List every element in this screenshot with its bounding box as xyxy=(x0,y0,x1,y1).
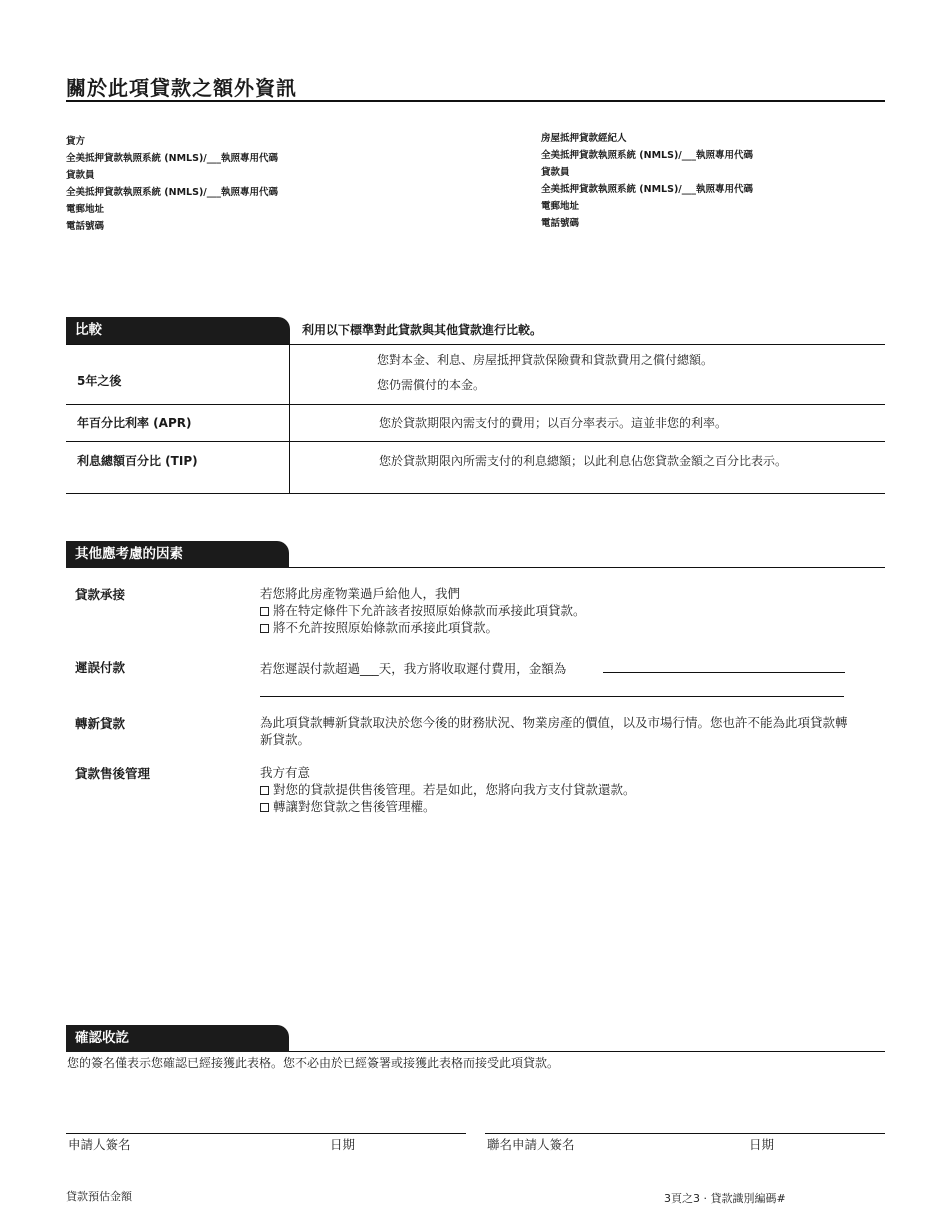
servicing-intro: 我方有意 xyxy=(260,765,311,780)
comparisons-top-rule xyxy=(66,344,885,345)
broker-email-label: 電郵地址 xyxy=(541,201,580,212)
coapplicant-date-label: 日期 xyxy=(749,1137,775,1152)
checkbox-icon[interactable] xyxy=(260,624,269,633)
other-considerations-header: 其他應考慮的因素 xyxy=(66,541,289,568)
lender-label: 貸方 xyxy=(66,136,86,147)
footer-loan-estimate: 貸款預估金額 xyxy=(66,1190,132,1203)
servicing-option-transfer[interactable] xyxy=(260,798,860,815)
checkbox-icon[interactable] xyxy=(260,786,269,795)
five-year-desc-principal: 您仍需償付的本金。 xyxy=(377,378,486,392)
broker-loan-officer-label: 貸款員 xyxy=(541,167,570,178)
lender-loan-officer-label: 貸款員 xyxy=(66,170,95,181)
applicant-signature-line[interactable] xyxy=(66,1133,466,1134)
servicing-option-service-text: 對您的貸款提供售後管理。若是如此，您將向我方支付貸款還款。 xyxy=(273,782,636,797)
lender-contact-block xyxy=(66,133,278,235)
servicing-option-service[interactable] xyxy=(260,781,860,798)
lender-nmls-label: 全美抵押貸款執照系統 (NMLS)/___執照專用代碼 xyxy=(66,153,279,164)
applicant-signature-label: 申請人簽名 xyxy=(68,1137,131,1152)
assumption-option-allow[interactable] xyxy=(260,602,860,619)
footer-page-info: 3頁之3 · 貸款識別編碼# xyxy=(664,1192,786,1205)
assumption-option-allow-text: 將在特定條件下允許該者按照原始條款而承接此項貸款。 xyxy=(273,603,586,618)
title-divider xyxy=(66,100,885,102)
coapplicant-signature-line[interactable] xyxy=(485,1133,885,1134)
apr-desc: 您於貸款期限內需支付的費用；以百分率表示。這並非您的利率。 xyxy=(379,416,728,430)
tip-label: 利息總額百分比 (TIP) xyxy=(77,454,198,468)
confirm-header-rule xyxy=(289,1051,885,1052)
row-divider xyxy=(66,441,885,442)
lender-officer-nmls-label: 全美抵押貸款執照系統 (NMLS)/___執照專用代碼 xyxy=(66,187,279,198)
broker-label: 房屋抵押貸款經紀人 xyxy=(541,133,627,144)
servicing-option-transfer-text: 轉讓對您貸款之售後管理權。 xyxy=(273,799,436,814)
late-fee-amount-line[interactable] xyxy=(603,672,845,673)
confirm-text: 您的簽名僅表示您確認已經接獲此表格。您不必由於已經簽署或接獲此表格而接受此項貸款。 xyxy=(67,1056,560,1070)
coapplicant-signature-label: 聯名申請人簽名 xyxy=(487,1137,575,1152)
other-header-rule xyxy=(289,567,885,568)
page-title: 關於此項貸款之額外資訊 xyxy=(66,76,297,100)
assumption-intro: 若您將此房產物業過戶給他人，我們 xyxy=(260,586,461,601)
row-divider xyxy=(66,404,885,405)
lender-email-label: 電郵地址 xyxy=(66,204,105,215)
servicing-label: 貸款售後管理 xyxy=(75,766,151,781)
assumption-option-deny-text: 將不允許按照原始條款而承接此項貸款。 xyxy=(273,620,499,635)
broker-nmls-label: 全美抵押貸款執照系統 (NMLS)/___執照專用代碼 xyxy=(541,150,754,161)
applicant-date-label: 日期 xyxy=(330,1137,356,1152)
broker-officer-nmls-label: 全美抵押貸款執照系統 (NMLS)/___執照專用代碼 xyxy=(541,184,754,195)
comparisons-column-divider xyxy=(289,344,290,493)
broker-phone-label: 電話號碼 xyxy=(541,218,580,229)
apr-label: 年百分比利率 (APR) xyxy=(77,416,192,430)
assumption-option-deny[interactable] xyxy=(260,619,860,636)
five-year-desc-total: 您對本金、利息、房屋抵押貸款保險費和貸款費用之償付總額。 xyxy=(377,353,714,367)
refinance-text: 為此項貸款轉新貸款取決於您今後的財務狀況、物業房產的價值，以及市場行情。您也許不能為此項貸款轉新貸款。 xyxy=(260,715,848,747)
servicing-text xyxy=(260,764,860,815)
late-payment-text: 若您遲誤付款超過___天，我方將收取遲付費用，金額為 xyxy=(260,661,567,676)
refinance-label: 轉新貸款 xyxy=(75,716,126,731)
broker-contact-block xyxy=(541,130,753,232)
confirm-receipt-header: 確認收訖 xyxy=(66,1025,289,1052)
five-year-label: 5年之後 xyxy=(77,374,122,388)
assumption-text xyxy=(260,585,860,636)
checkbox-icon[interactable] xyxy=(260,607,269,616)
checkbox-icon[interactable] xyxy=(260,803,269,812)
comparisons-header: 比較 xyxy=(66,317,290,344)
assumption-label: 貸款承接 xyxy=(75,587,126,602)
late-fee-continuation-line[interactable] xyxy=(260,696,844,697)
tip-desc: 您於貸款期限內所需支付的利息總額；以此利息佔您貸款金額之百分比表示。 xyxy=(379,454,788,468)
comparisons-intro: 利用以下標準對此貸款與其他貸款進行比較。 xyxy=(302,323,543,337)
comparisons-bottom-rule xyxy=(66,493,885,494)
lender-phone-label: 電話號碼 xyxy=(66,221,105,232)
late-payment-label: 遲誤付款 xyxy=(75,660,126,675)
